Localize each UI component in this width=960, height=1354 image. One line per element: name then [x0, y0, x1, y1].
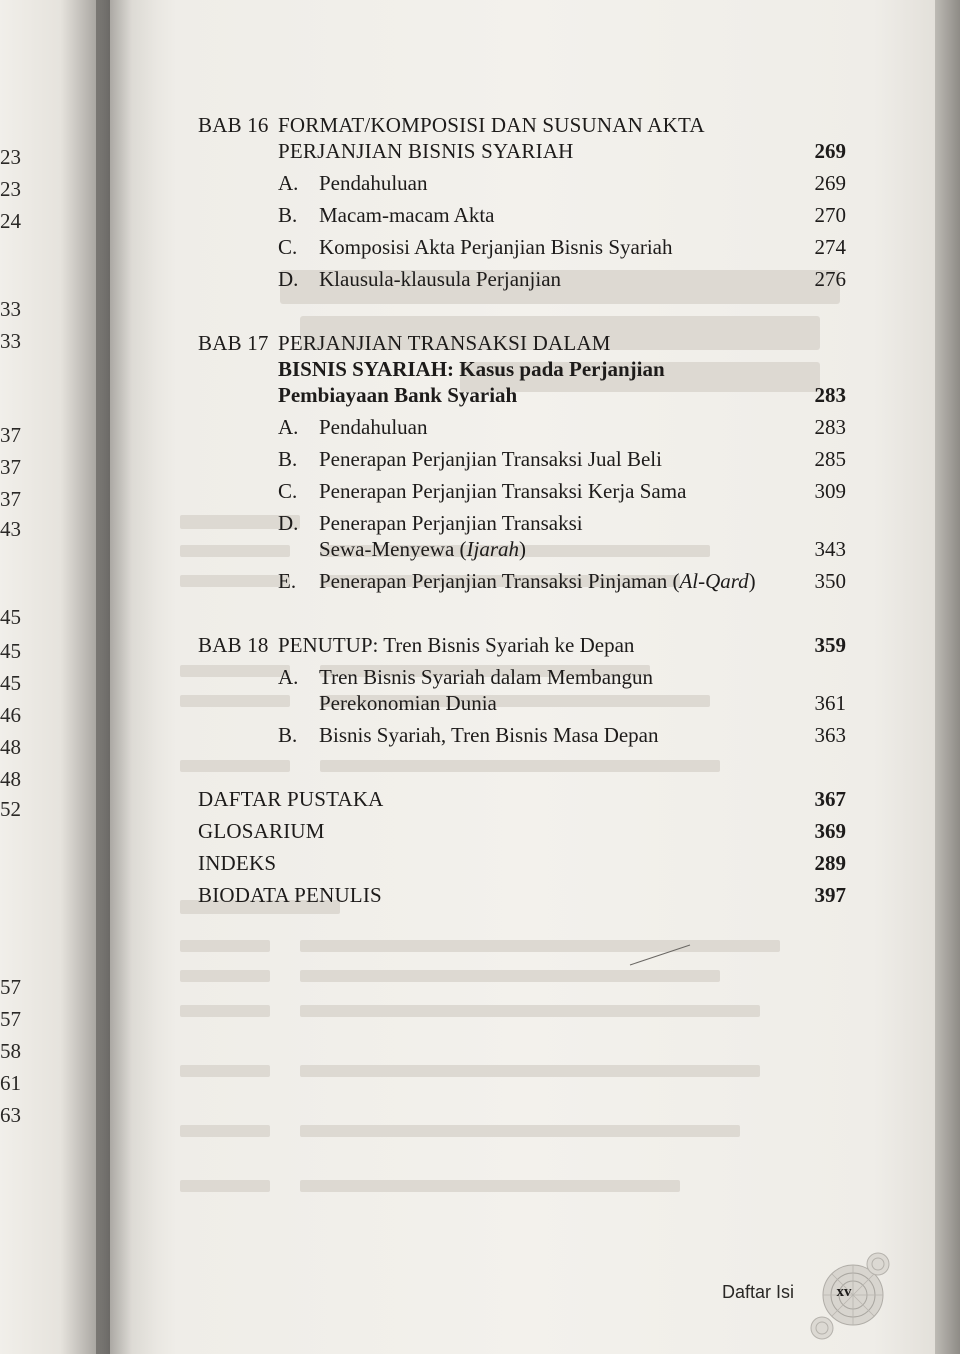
left-page-number: 45 [0, 639, 21, 663]
back-matter-daftar-pustaka: DAFTAR PUSTAKA [198, 787, 384, 811]
section-title: Bisnis Syariah, Tren Bisnis Masa Depan [319, 723, 659, 747]
left-page-number: 57 [0, 1007, 21, 1031]
chapter-16-title-line2: PERJANJIAN BISNIS SYARIAH [278, 139, 574, 163]
left-page-number: 52 [0, 797, 21, 821]
section-letter: D. [278, 267, 299, 291]
left-page-number: 63 [0, 1103, 21, 1127]
back-matter-page: 289 [814, 851, 846, 875]
chapter-18-page: 359 [814, 633, 846, 657]
section-letter: B. [278, 447, 298, 471]
left-page-number: 58 [0, 1039, 21, 1063]
section-letter: A. [278, 171, 299, 195]
section-page: 270 [814, 203, 846, 227]
left-page-number: 37 [0, 423, 21, 447]
section-page: 283 [814, 415, 846, 439]
left-page-number: 45 [0, 671, 21, 695]
section-letter: B. [278, 203, 298, 227]
section-title: Penerapan Perjanjian Transaksi [319, 511, 583, 535]
section-title: Penerapan Perjanjian Transaksi Jual Beli [319, 447, 662, 471]
back-matter-page: 369 [814, 819, 846, 843]
section-letter: B. [278, 723, 298, 747]
running-footer-label: Daftar Isi [722, 1282, 795, 1302]
section-title: Penerapan Perjanjian Transaksi Kerja Sama [319, 479, 687, 503]
section-letter: C. [278, 479, 298, 503]
section-page: 361 [814, 691, 846, 715]
section-title: Macam-macam Akta [319, 203, 495, 227]
left-page-number: 48 [0, 767, 21, 791]
left-page-number: 37 [0, 487, 21, 511]
section-letter: A. [278, 415, 299, 439]
chapter-17-title-line2: BISNIS SYARIAH: Kasus pada Perjanjian [278, 357, 665, 381]
chapter-18-label: BAB 18 [198, 633, 269, 657]
section-page: 285 [814, 447, 846, 471]
section-page: 274 [814, 235, 846, 259]
left-page-number: 61 [0, 1071, 21, 1095]
chapter-16-title-line1: FORMAT/KOMPOSISI DAN SUSUNAN AKTA [278, 113, 705, 137]
section-title: Klausula-klausula Perjanjian [319, 267, 562, 291]
left-page-number: 33 [0, 297, 21, 321]
left-page-number: 43 [0, 517, 21, 541]
chapter-17-label: BAB 17 [198, 331, 269, 355]
chapter-17-title-line3: Pembiayaan Bank Syariah [278, 383, 518, 407]
left-page-number: 45 [0, 605, 21, 629]
chapter-17-page: 283 [814, 383, 846, 407]
section-title: Pendahuluan [319, 415, 428, 439]
section-title-line2: Perekonomian Dunia [319, 691, 497, 715]
section-page: 363 [814, 723, 846, 747]
section-letter: A. [278, 665, 299, 689]
left-page-number: 46 [0, 703, 21, 727]
section-page: 309 [814, 479, 846, 503]
section-letter: D. [278, 511, 299, 535]
back-matter-glosarium: GLOSARIUM [198, 819, 325, 843]
left-page-number: 24 [0, 209, 21, 233]
chapter-18-title: PENUTUP: Tren Bisnis Syariah ke Depan [278, 633, 635, 657]
section-letter: E. [278, 569, 297, 593]
back-matter-indeks: INDEKS [198, 851, 277, 875]
section-title: Komposisi Akta Perjanjian Bisnis Syariah [319, 235, 673, 259]
left-page-number: 37 [0, 455, 21, 479]
chapter-16-page: 269 [814, 139, 846, 163]
section-title: Penerapan Perjanjian Transaksi Pinjaman (Al-Qard) [319, 569, 756, 593]
chapter-16-label: BAB 16 [198, 113, 269, 137]
left-page-number: 33 [0, 329, 21, 353]
section-title: Tren Bisnis Syariah dalam Membangun [319, 665, 654, 689]
left-page-number: 48 [0, 735, 21, 759]
section-page: 343 [814, 537, 846, 561]
back-matter-biodata-penulis: BIODATA PENULIS [198, 883, 382, 907]
chapter-17-title-line1: PERJANJIAN TRANSAKSI DALAM [278, 331, 611, 355]
back-matter-page: 397 [814, 883, 846, 907]
back-matter-page: 367 [814, 787, 846, 811]
left-page-number: 23 [0, 177, 21, 201]
section-page: 276 [814, 267, 846, 291]
section-title: Pendahuluan [319, 171, 428, 195]
left-page-number: 57 [0, 975, 21, 999]
section-title-line2: Sewa-Menyewa (Ijarah) [319, 537, 527, 561]
page-folio: xv [836, 1284, 852, 1300]
section-letter: C. [278, 235, 298, 259]
section-page: 269 [814, 171, 846, 195]
left-page-number: 23 [0, 145, 21, 169]
section-page: 350 [814, 569, 846, 593]
